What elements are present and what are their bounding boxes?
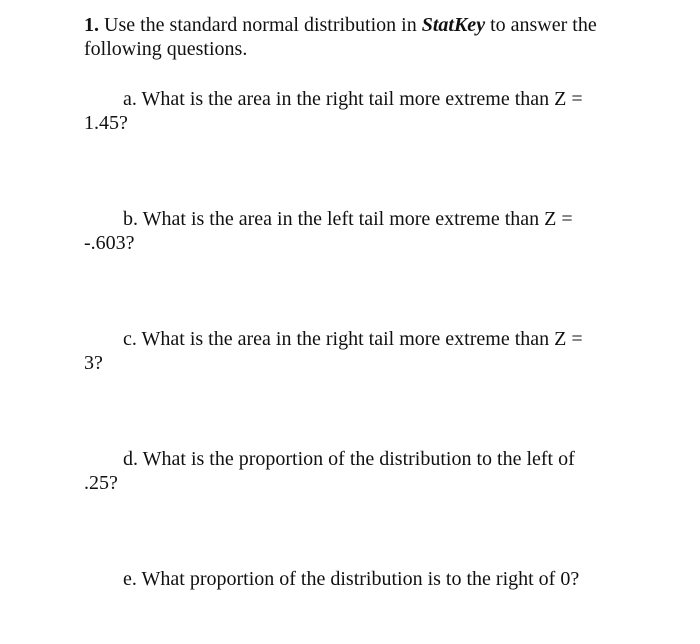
question-intro-before: Use the standard normal distribution in — [99, 14, 422, 36]
statkey-app-name: StatKey — [421, 14, 486, 36]
part-a-text: a. What is the area in the right tail more extreme than Z = — [123, 88, 583, 110]
part-d — [84, 447, 624, 495]
part-a-value: 1.45? — [84, 112, 128, 134]
question-heading — [84, 13, 624, 61]
part-a — [84, 87, 624, 135]
part-b — [84, 207, 624, 255]
part-c — [84, 327, 624, 375]
part-b-value: -.603? — [84, 232, 135, 254]
part-e — [84, 567, 624, 591]
part-c-text: c. What is the area in the right tail more extreme than Z = — [123, 328, 583, 350]
question-intro-after: to answer the following questions. — [84, 14, 597, 60]
part-d-text: d. What is the proportion of the distribution to the left of — [123, 448, 575, 470]
part-c-value: 3? — [84, 352, 103, 374]
part-d-value: .25? — [84, 472, 118, 494]
part-e-text: e. What proportion of the distribution is to the right of 0? — [123, 568, 580, 590]
part-b-text: b. What is the area in the left tail more extreme than Z = — [123, 208, 573, 230]
question-number: 1. — [84, 14, 99, 36]
